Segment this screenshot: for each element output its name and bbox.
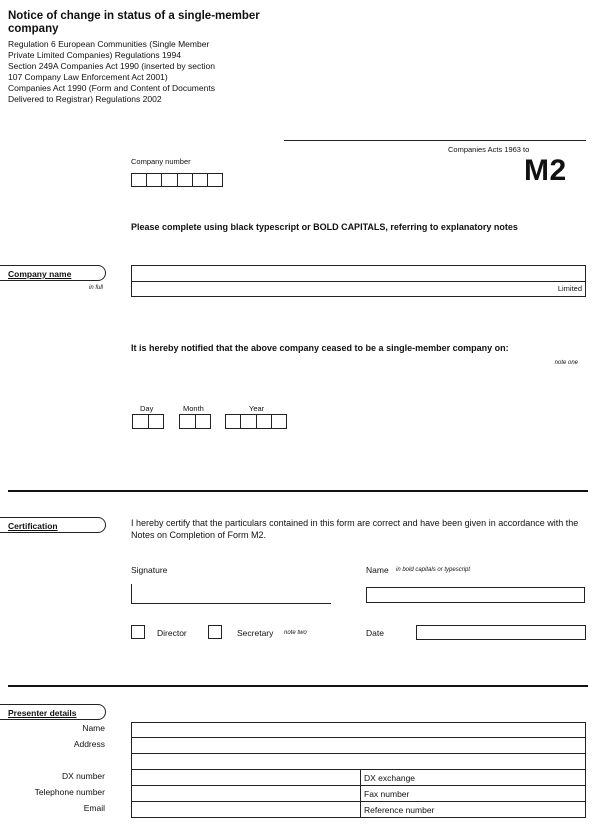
month-label: Month (183, 404, 204, 413)
instruction-text: Please complete using black typescript or BOLD CAPITALS, referring to explanatory notes (131, 222, 518, 232)
signature-field[interactable] (131, 584, 331, 604)
fax-label: Fax number (364, 789, 410, 799)
name-note: in bold capitals or typescript (396, 567, 471, 573)
day-input[interactable] (132, 414, 164, 429)
in-full-label: in full (88, 285, 103, 291)
month-input[interactable] (179, 414, 211, 429)
secretary-label: Secretary (237, 628, 274, 638)
section-divider-1 (8, 490, 588, 492)
presenter-name-label: Name (82, 723, 105, 733)
header-line-3: Section 249A Companies Act 1990 (inserted by section (8, 61, 215, 71)
signature-label: Signature (131, 565, 168, 575)
acts-label: Companies Acts 1963 to (448, 145, 530, 154)
secretary-note: note two (284, 630, 307, 636)
certification-tab (0, 517, 106, 533)
header-line-6: Delivered to Registrar) Regulations 2002 (8, 94, 162, 104)
form-id: M2 (524, 154, 567, 187)
company-name-tab-label: Company name (8, 269, 72, 279)
certification-tab-label: Certification (8, 521, 58, 531)
director-label: Director (157, 628, 187, 638)
company-name-tab (0, 265, 106, 281)
company-number-label: Company number (131, 157, 191, 166)
company-number-input[interactable] (131, 173, 223, 187)
company-name-divider (131, 281, 586, 282)
year-label: Year (249, 404, 265, 413)
header-line-4: 107 Company Law Enforcement Act 2001) (8, 72, 168, 82)
email-label: Email (83, 803, 105, 813)
dx-exchange-label: DX exchange (364, 773, 416, 783)
name-field[interactable] (366, 587, 585, 603)
date-field[interactable] (416, 625, 586, 640)
note-one-label: note one (554, 360, 578, 366)
certification-text: I hereby certify that the particulars contained in this form are correct and have been given in accordance with the Notes on Completion of Form M2. (131, 518, 579, 540)
section-divider-2 (8, 685, 588, 687)
presenter-details-tab (0, 704, 106, 720)
presenter-name-field[interactable] (131, 722, 586, 737)
grid-vertical-divider (360, 769, 361, 818)
day-label: Day (140, 404, 154, 413)
reference-label: Reference number (364, 805, 435, 815)
dx-number-field[interactable] (131, 770, 360, 785)
presenter-details-tab-label: Presenter details (8, 708, 77, 718)
telephone-label: Telephone number (34, 787, 105, 797)
date-label: Date (366, 628, 384, 638)
email-field[interactable] (131, 802, 360, 817)
director-checkbox[interactable] (131, 625, 145, 639)
cessation-notice-text: It is hereby notified that the above company ceased to be a single-member company on: (131, 343, 509, 353)
secretary-checkbox[interactable] (208, 625, 222, 639)
form-id-rule (284, 140, 586, 141)
year-input[interactable] (225, 414, 287, 429)
presenter-address-label: Address (73, 739, 105, 749)
limited-label: Limited (557, 284, 582, 293)
header-line-2: Private Limited Companies) Regulations 1994 (8, 50, 181, 60)
dx-number-label: DX number (62, 771, 105, 781)
header-line-1: Regulation 6 European Communities (Single Member (8, 39, 210, 49)
telephone-field[interactable] (131, 786, 360, 801)
header-line-5: Companies Act 1990 (Form and Content of Documents (8, 83, 215, 93)
name-label: Name (366, 565, 389, 575)
presenter-address-field[interactable] (131, 738, 586, 769)
form-title: Notice of change in status of a single-member company (8, 10, 260, 35)
